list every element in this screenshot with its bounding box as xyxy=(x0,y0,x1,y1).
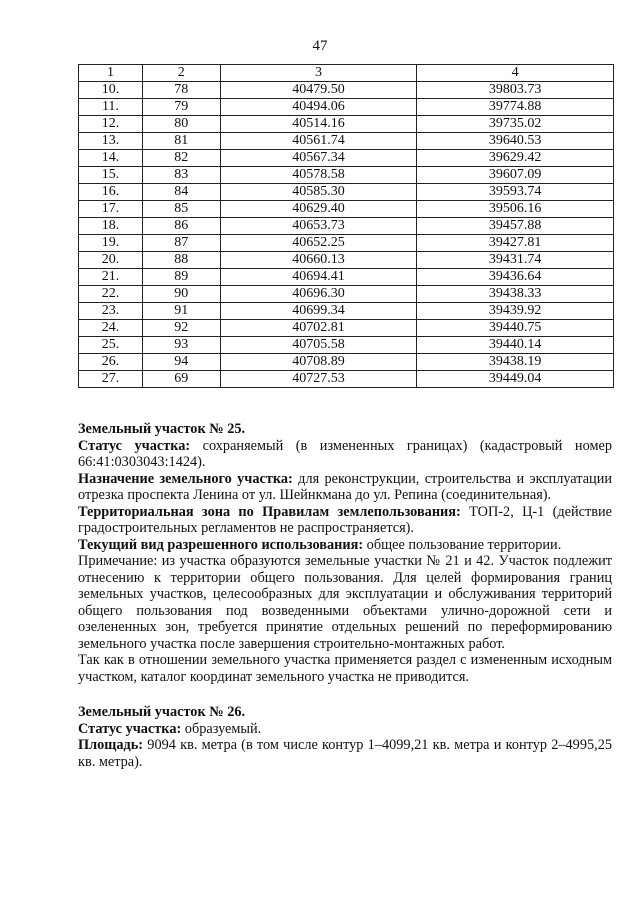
table-cell: 20. xyxy=(79,252,143,269)
table-cell: 39735.02 xyxy=(417,116,614,133)
table-cell: 40585.30 xyxy=(220,184,417,201)
table-cell: 13. xyxy=(79,133,143,150)
table-cell: 39438.33 xyxy=(417,286,614,303)
table-cell: 90 xyxy=(142,286,220,303)
table-cell: 40696.30 xyxy=(220,286,417,303)
table-cell: 39438.19 xyxy=(417,354,614,371)
table-cell: 69 xyxy=(142,371,220,388)
table-cell: 39431.74 xyxy=(417,252,614,269)
table-cell: 12. xyxy=(79,116,143,133)
table-row xyxy=(79,218,614,235)
table-cell: 40567.34 xyxy=(220,150,417,167)
table-cell: 87 xyxy=(142,235,220,252)
table-row xyxy=(79,116,614,133)
table-row xyxy=(79,286,614,303)
table-cell: 91 xyxy=(142,303,220,320)
table-cell: 40578.58 xyxy=(220,167,417,184)
table-cell: 39640.53 xyxy=(417,133,614,150)
table-cell: 39449.04 xyxy=(417,371,614,388)
table-cell: 93 xyxy=(142,337,220,354)
table-cell: 22. xyxy=(79,286,143,303)
table-row xyxy=(79,320,614,337)
table-cell: 40702.81 xyxy=(220,320,417,337)
table-row xyxy=(79,99,614,116)
table-cell: 78 xyxy=(142,82,220,99)
table-cell: 40705.58 xyxy=(220,337,417,354)
table-row xyxy=(79,354,614,371)
page-number: 47 xyxy=(312,38,328,54)
table-cell: 40514.16 xyxy=(220,116,417,133)
plot-26-heading: Земельный участок № 26. xyxy=(78,704,246,720)
table-cell: 94 xyxy=(142,354,220,371)
table-row xyxy=(79,235,614,252)
table-cell: 39506.16 xyxy=(417,201,614,218)
table-cell: 14. xyxy=(79,150,143,167)
column-header: 3 xyxy=(220,65,417,82)
table-cell: 83 xyxy=(142,167,220,184)
table-cell: 40660.13 xyxy=(220,252,417,269)
table-cell: 11. xyxy=(79,99,143,116)
table-cell: 82 xyxy=(142,150,220,167)
table-cell: 19. xyxy=(79,235,143,252)
table-row xyxy=(79,252,614,269)
table-row xyxy=(79,371,614,388)
table-cell: 40727.53 xyxy=(220,371,417,388)
column-header: 1 xyxy=(79,65,143,82)
column-header: 4 xyxy=(417,65,614,82)
table-cell: 88 xyxy=(142,252,220,269)
table-cell: 39439.92 xyxy=(417,303,614,320)
table-cell: 40494.06 xyxy=(220,99,417,116)
table-cell: 21. xyxy=(79,269,143,286)
table-row xyxy=(79,201,614,218)
table-cell: 40652.25 xyxy=(220,235,417,252)
table-body xyxy=(79,82,614,388)
table-row xyxy=(79,269,614,286)
table-cell: 39436.64 xyxy=(417,269,614,286)
table-row xyxy=(79,337,614,354)
table-cell: 85 xyxy=(142,201,220,218)
table-cell: 81 xyxy=(142,133,220,150)
table-row xyxy=(79,184,614,201)
plot-25-note: Примечание: из участка образуются земельные участки № 21 и 42. Участок подлежит отнесению к территории общего пользования. Для целей формирования границ земельных участков, целесообразных для эксплуатации и обслуживания территорий общего пользования под возведенными объектами улично-дорожной сети и озелененных зон, требуется принятие отдельных решений по переформированию земельного участка после завершения строительно-монтажных работ. xyxy=(78,553,612,652)
coordinates-table xyxy=(78,64,614,388)
table-cell: 39593.74 xyxy=(417,184,614,201)
table-cell: 10. xyxy=(79,82,143,99)
plot-25-purpose: Назначение земельного участка: для реконструкции, строительства и эксплуатации отрезка проспекта Ленина от ул. Шейнкмана до ул. Репина (соединительная). xyxy=(78,470,612,503)
table-cell: 40629.40 xyxy=(220,201,417,218)
table-cell: 89 xyxy=(142,269,220,286)
table-cell: 15. xyxy=(79,167,143,184)
table-cell: 39774.88 xyxy=(417,99,614,116)
table-row xyxy=(79,303,614,320)
table-cell: 18. xyxy=(79,218,143,235)
table-cell: 39427.81 xyxy=(417,235,614,252)
table-cell: 39607.09 xyxy=(417,167,614,184)
table-row xyxy=(79,82,614,99)
table-cell: 40699.34 xyxy=(220,303,417,320)
table-cell: 24. xyxy=(79,320,143,337)
table-cell: 40694.41 xyxy=(220,269,417,286)
table-cell: 40479.50 xyxy=(220,82,417,99)
table-cell: 84 xyxy=(142,184,220,201)
plot-25-section xyxy=(78,421,612,770)
plot-25-use: Текущий вид разрешенного использования: общее пользование территории. xyxy=(78,536,562,553)
table-cell: 25. xyxy=(79,337,143,354)
plot-26-status: Статус участка: образуемый. xyxy=(78,720,262,737)
table-cell: 79 xyxy=(142,99,220,116)
table-cell: 80 xyxy=(142,116,220,133)
table-cell: 16. xyxy=(79,184,143,201)
plot-25-heading: Земельный участок № 25. xyxy=(78,421,246,437)
table-cell: 92 xyxy=(142,320,220,337)
table-cell: 27. xyxy=(79,371,143,388)
table-cell: 86 xyxy=(142,218,220,235)
table-header-row xyxy=(79,65,614,82)
table-row xyxy=(79,150,614,167)
table-cell: 26. xyxy=(79,354,143,371)
table-cell: 40561.74 xyxy=(220,133,417,150)
table-cell: 40708.89 xyxy=(220,354,417,371)
column-header: 2 xyxy=(142,65,220,82)
table-cell: 39440.75 xyxy=(417,320,614,337)
plot-25-zone: Территориальная зона по Правилам землепользования: ТОП-2, Ц-1 (действие градостроительных регламентов не распространяется). xyxy=(78,503,613,536)
plot-25-coords-note: Так как в отношении земельного участка применяется раздел с измененным исходным участком, каталог координат земельного участка не приводится. xyxy=(78,652,612,685)
table-cell: 17. xyxy=(79,201,143,218)
table-cell: 39440.14 xyxy=(417,337,614,354)
plot-25-status: Статус участка: сохраняемый (в измененных границах) (кадастровый номер 66:41:0303043:1424). xyxy=(78,437,612,470)
table-cell: 39803.73 xyxy=(417,82,614,99)
table-row xyxy=(79,167,614,184)
table-cell: 40653.73 xyxy=(220,218,417,235)
table-cell: 39629.42 xyxy=(417,150,614,167)
table-cell: 23. xyxy=(79,303,143,320)
table-row xyxy=(79,133,614,150)
plot-26-area: Площадь: 9094 кв. метра (в том числе контур 1–4099,21 кв. метра и контур 2–4995,25 кв. метра). xyxy=(78,737,612,770)
table-cell: 39457.88 xyxy=(417,218,614,235)
